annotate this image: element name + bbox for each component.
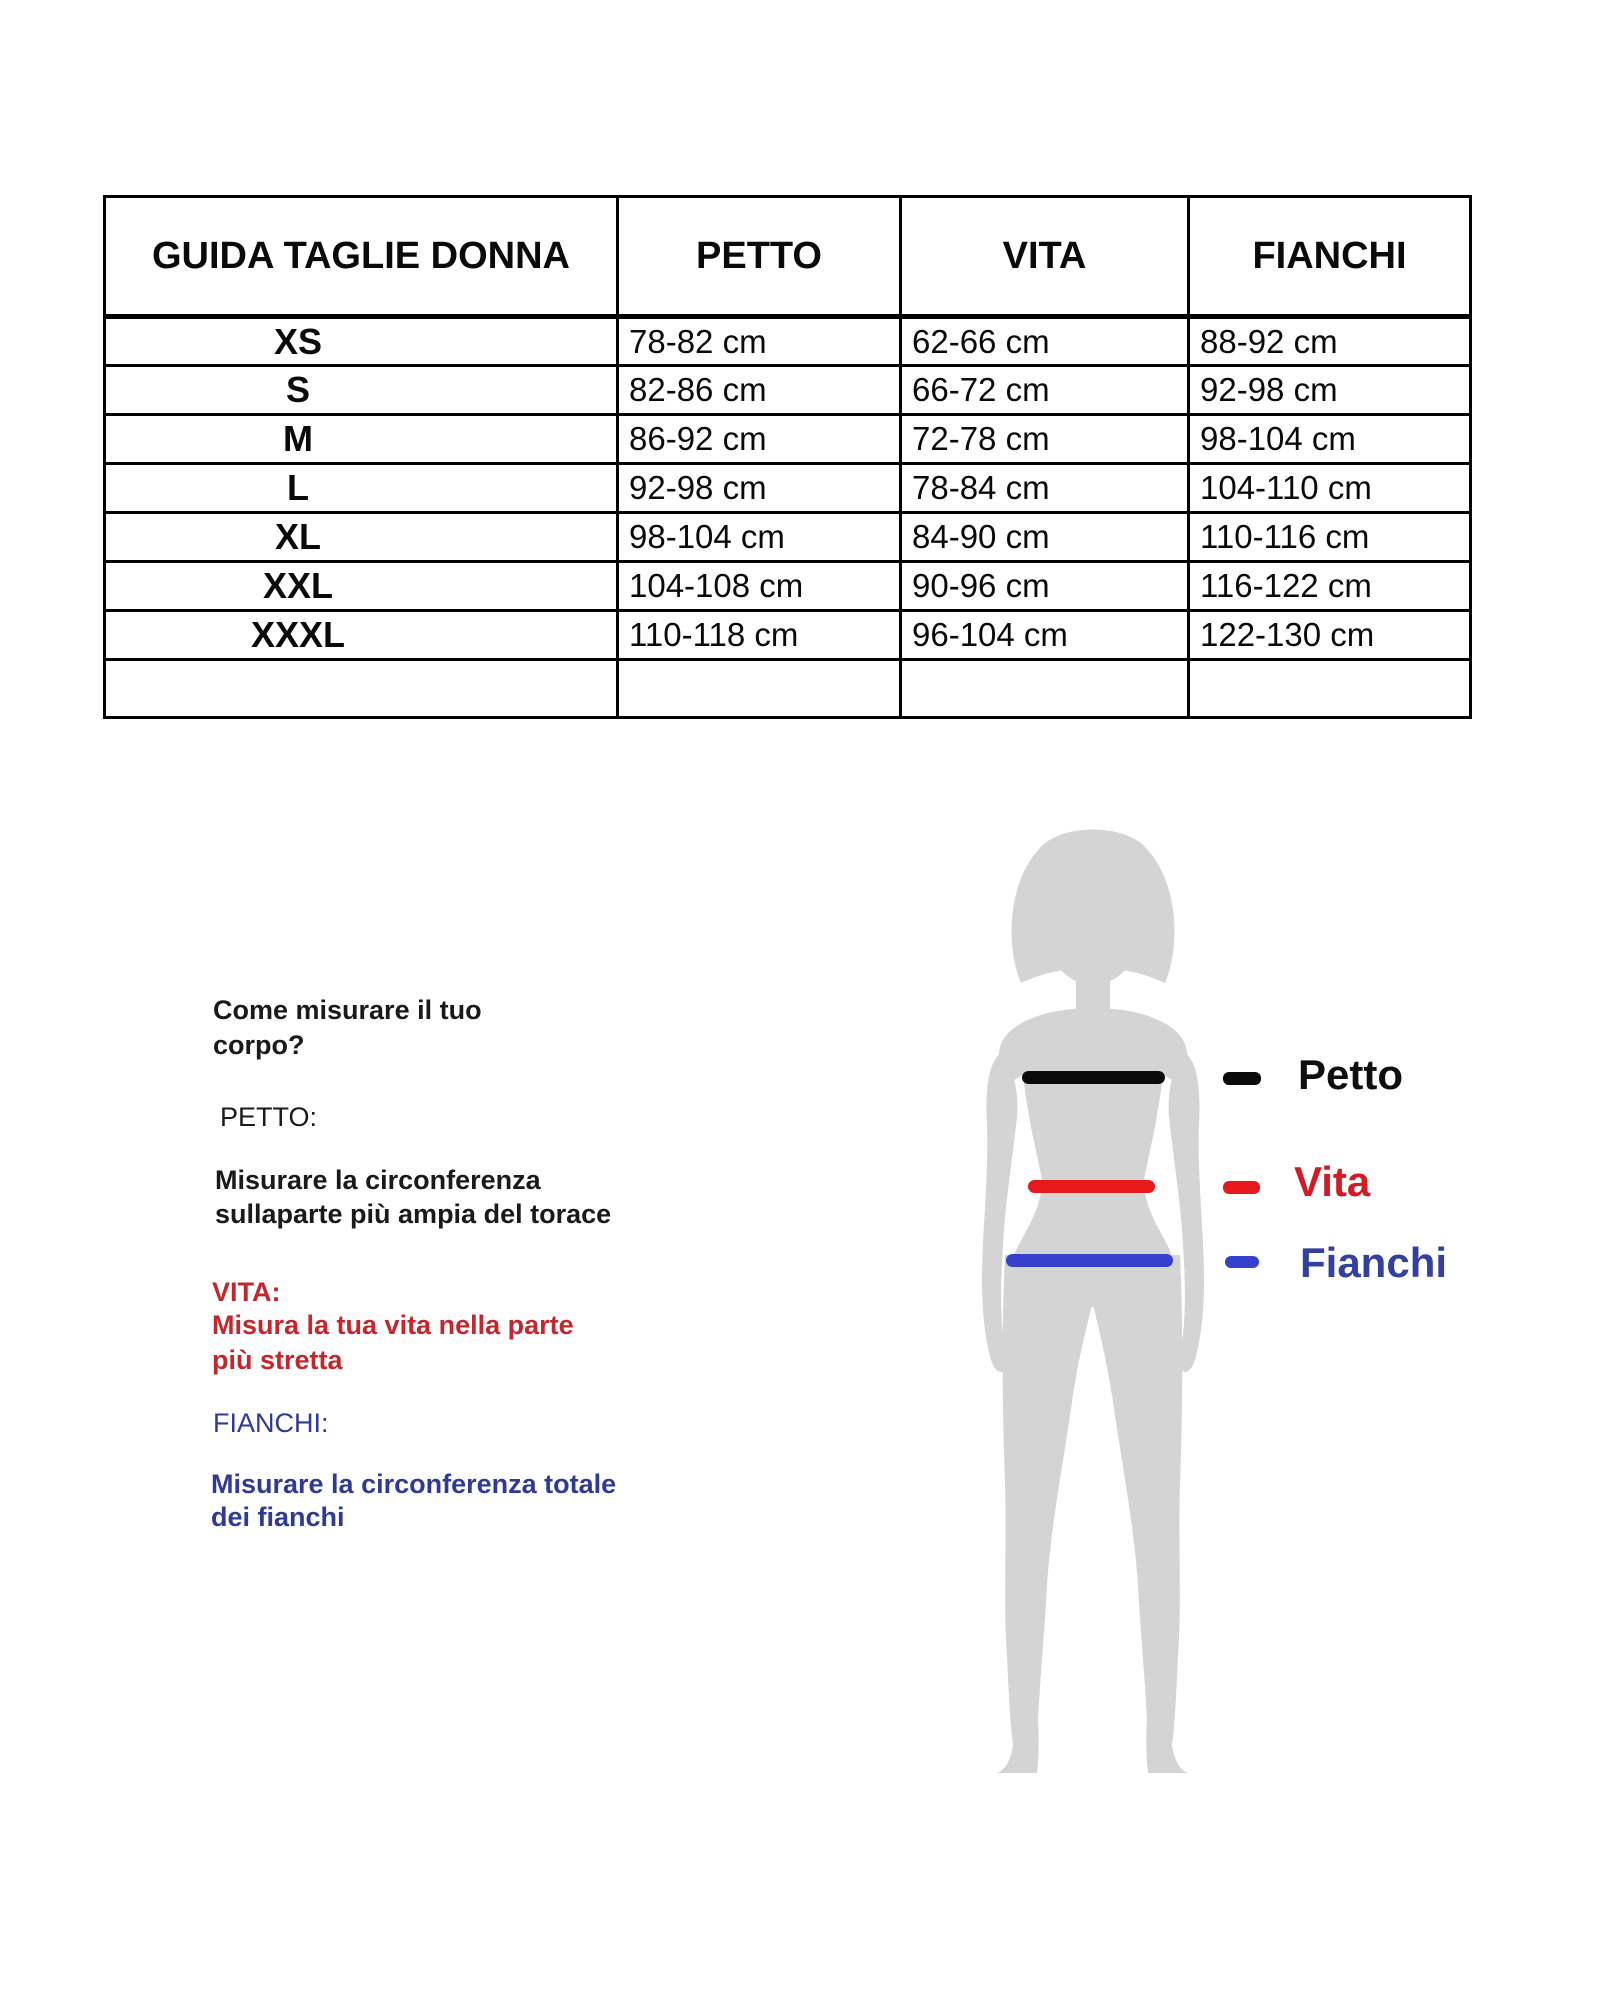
table-row: [105, 513, 1471, 562]
vita-value: 66-72 cm: [901, 366, 1189, 415]
petto-value: 110-118 cm: [618, 611, 901, 660]
vita-section-heading: VITA:: [212, 1277, 281, 1307]
petto-measure-line: [1022, 1071, 1165, 1084]
size-label: M: [105, 415, 618, 464]
fianchi-legend-dash-icon: [1225, 1256, 1259, 1268]
vita-value: 84-90 cm: [901, 513, 1189, 562]
petto-value: 98-104 cm: [618, 513, 901, 562]
size-label: XXL: [105, 562, 618, 611]
vita-value: 78-84 cm: [901, 464, 1189, 513]
fianchi-value: 88-92 cm: [1189, 317, 1471, 366]
vita-legend-label: Vita: [1294, 1158, 1371, 1205]
header-vita: VITA: [901, 197, 1189, 317]
table-row: [105, 415, 1471, 464]
fianchi-legend-label: Fianchi: [1300, 1239, 1448, 1286]
header-fianchi: FIANCHI: [1189, 197, 1471, 317]
fianchi-section-heading: FIANCHI:: [213, 1408, 329, 1438]
silhouette-left-leg: [997, 1255, 1092, 1773]
woman-silhouette-graphic: [945, 825, 1245, 1775]
fianchi-value: [1189, 660, 1471, 718]
vita-section-text: Misura la tua vita nella parte più stretta: [212, 1310, 574, 1375]
fianchi-value: 110-116 cm: [1189, 513, 1471, 562]
petto-value: 104-108 cm: [618, 562, 901, 611]
header-guide-title: GUIDA TAGLIE DONNA: [105, 197, 618, 317]
petto-section-heading: PETTO:: [220, 1102, 318, 1132]
vita-value: [901, 660, 1189, 718]
size-label: XL: [105, 513, 618, 562]
petto-value: 86-92 cm: [618, 415, 901, 464]
fianchi-measure-line: [1006, 1254, 1173, 1267]
table-row: [105, 611, 1471, 660]
silhouette-right-leg: [1093, 1255, 1188, 1773]
fianchi-value: 116-122 cm: [1189, 562, 1471, 611]
size-label: XS: [105, 317, 618, 366]
table-row: [105, 464, 1471, 513]
vita-measure-line: [1028, 1180, 1155, 1193]
fianchi-value: 104-110 cm: [1189, 464, 1471, 513]
vita-value: 90-96 cm: [901, 562, 1189, 611]
table-row-empty: [105, 660, 1471, 718]
petto-section-text: Misurare la circonferenza sullaparte più ampia del torace: [215, 1165, 612, 1229]
fianchi-value: 98-104 cm: [1189, 415, 1471, 464]
vita-legend-dash-icon: [1223, 1181, 1260, 1194]
fianchi-value: 122-130 cm: [1189, 611, 1471, 660]
fianchi-section-text: Misurare la circonferenza totale dei fianchi: [211, 1469, 617, 1532]
petto-value: 82-86 cm: [618, 366, 901, 415]
vita-value: 72-78 cm: [901, 415, 1189, 464]
size-label: L: [105, 464, 618, 513]
table-header-row: [105, 197, 1471, 317]
header-petto: PETTO: [618, 197, 901, 317]
table-row: [105, 317, 1471, 366]
size-label: [105, 660, 618, 718]
how-to-measure-title: Come misurare il tuo corpo?: [213, 995, 482, 1060]
petto-value: 78-82 cm: [618, 317, 901, 366]
petto-value: [618, 660, 901, 718]
vita-value: 96-104 cm: [901, 611, 1189, 660]
size-label: XXXL: [105, 611, 618, 660]
petto-value: 92-98 cm: [618, 464, 901, 513]
fianchi-value: 92-98 cm: [1189, 366, 1471, 415]
table-row: [105, 562, 1471, 611]
table-row: [105, 366, 1471, 415]
vita-value: 62-66 cm: [901, 317, 1189, 366]
petto-legend-dash-icon: [1223, 1072, 1261, 1085]
petto-legend-label: Petto: [1298, 1051, 1403, 1098]
size-label: S: [105, 366, 618, 415]
size-guide-table: [103, 195, 1472, 719]
